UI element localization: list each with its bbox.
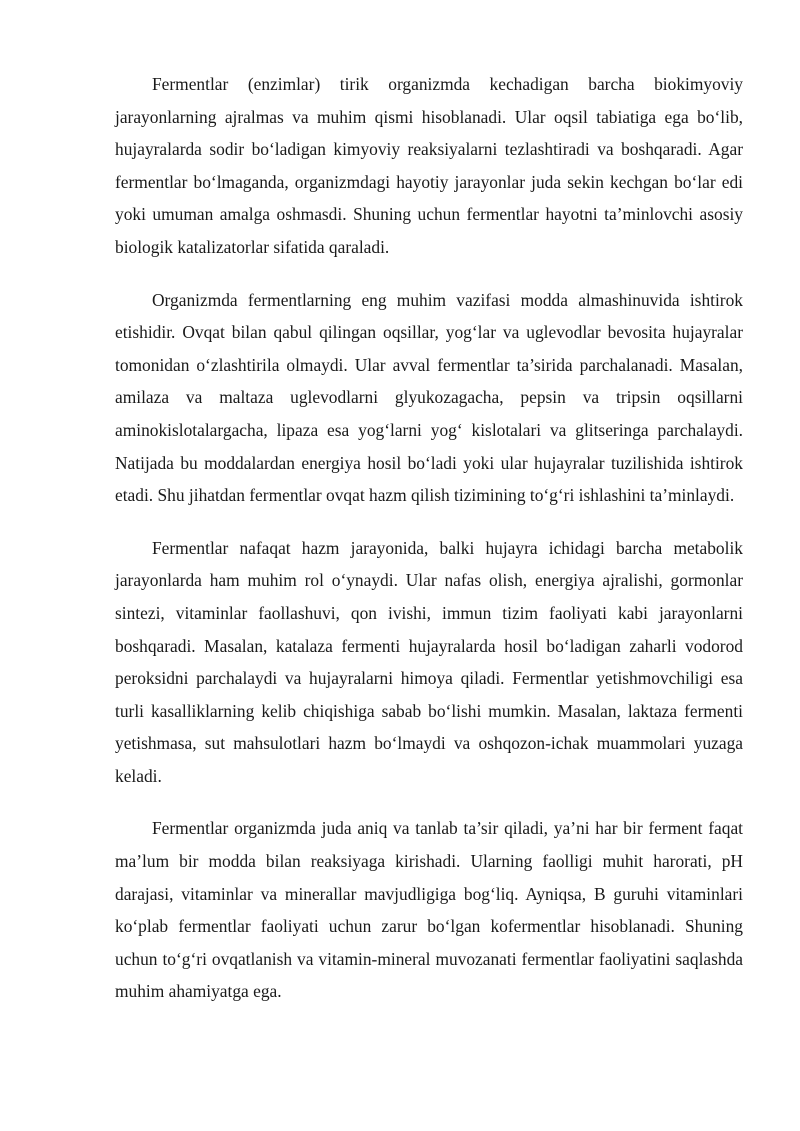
paragraph-specificity: Fermentlar organizmda juda aniq va tanlab ta’sir qiladi, ya’ni har bir ferment faqat ma’lum bir modda bilan reaksiyaga kirishadi. Ularning faolligi muhit harorati, pH darajasi, vitaminlar va minerallar mavjudligiga bog‘liq. Ayniqsa, B guruhi vitaminlari ko‘plab fermentlar faoliyati uchun zarur bo‘lgan kofermentlar hisoblanadi. Shuning uchun to‘g‘ri ovqatlanish va vitamin-mineral muvozanati fermentlar faoliyatini saqlashda muhim ahamiyatga ega. [115,818,743,1002]
document-page [115,68,743,1028]
paragraph-cellular-processes: Fermentlar nafaqat hazm jarayonida, balki hujayra ichidagi barcha metabolik jarayonlarda ham muhim rol o‘ynaydi. Ular nafas olish, energiya ajralishi, gormonlar sintezi, vitaminlar faollashuvi, qon ivishi, immun tizim faoliyati kabi jarayonlarni boshqaradi. Masalan, katalaza fermenti hujayralarda hosil bo‘ladigan zaharli vodorod peroksidni parchalaydi va hujayralarni himoya qiladi. Fermentlar yetishmovchiligi esa turli kasalliklarning kelib chiqishiga sabab bo‘lishi mumkin. Masalan, laktaza fermenti yetishmasa, sut mahsulotlari hazm bo‘lmaydi va oshqozon-ichak muammolari yuzaga keladi. [115,537,743,786]
paragraph-enzymes-intro: Fermentlar (enzimlar) tirik organizmda kechadigan barcha biokimyoviy jarayonlarning ajralmas va muhim qismi hisoblanadi. Ular oqsil tabiatiga ega bo‘lib, hujayralarda sodir bo‘ladigan kimyoviy reaksiyalarni tezlashtiradi va boshqaradi. Agar fermentlar bo‘lmaganda, organizmdagi hayotiy jarayonlar juda sekin kechgan bo‘lar edi yoki umuman amalga oshmasdi. Shuning uchun fermentlar hayotni ta’minlovchi asosiy biologik katalizatorlar sifatida qaraladi. [115,74,743,257]
paragraph-metabolism: Organizmda fermentlarning eng muhim vazifasi modda almashinuvida ishtirok etishidir. Ovqat bilan qabul qilingan oqsillar, yog‘lar va uglevodlar bevosita hujayralar tomonidan o‘zlashtirila olmaydi. Ular avval fermentlar ta’sirida parchalanadi. Masalan, amilaza va maltaza uglevodlarni glyukozagacha, pepsin va tripsin oqsillarni aminokislotalargacha, lipaza esa yog‘larni yog‘ kislotalari va glitseringa parchalaydi. Natijada bu moddalardan energiya hosil bo‘ladi yoki ular hujayralar tuzilishida ishtirok etadi. Shu jihatdan fermentlar ovqat hazm qilish tizimining to‘g‘ri ishlashini ta’minlaydi. [115,289,743,506]
